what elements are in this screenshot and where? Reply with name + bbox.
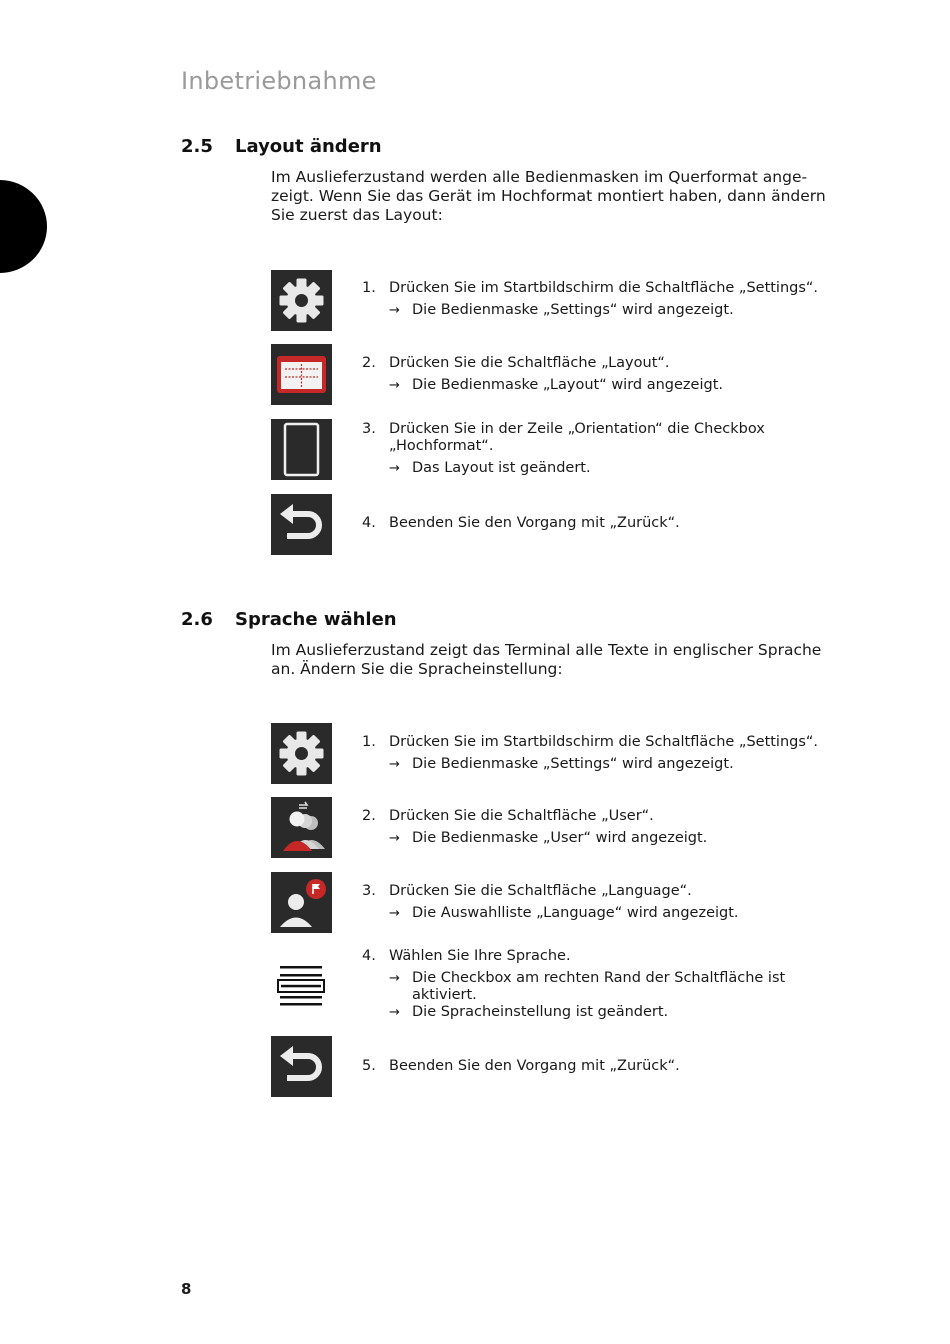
step-number: 4. [362,948,376,964]
step-result: Die Checkbox am rechten Rand der Schaltfläche ist [412,970,786,986]
intro-line: zeigt. Wenn Sie das Gerät im Hochformat montiert haben, dann ändern [271,187,826,205]
intro-line: Sie zuerst das Layout: [271,206,443,224]
section-intro [271,641,861,679]
step-item [362,948,832,1021]
result-arrow: → [389,831,400,846]
step-result: Das Layout ist geändert. [412,460,591,476]
back-icon [271,494,332,555]
intro-line: an. Ändern Sie die Spracheinstellung: [271,660,563,678]
list-icon [271,956,332,1017]
step-text: Drücken Sie die Schaltfläche „Language“. [389,883,692,899]
step-number: 3. [362,883,376,899]
running-header: Inbetriebnahme [181,67,377,95]
section-intro [271,168,861,225]
step-result: aktiviert. [412,987,477,1003]
section-heading-2-5 [181,136,382,157]
section-number: 2.6 [181,609,213,630]
step-text: Beenden Sie den Vorgang mit „Zurück“. [389,1058,680,1074]
result-arrow: → [389,906,400,921]
step-text: Beenden Sie den Vorgang mit „Zurück“. [389,515,680,531]
gear-icon [271,270,332,331]
step-number: 2. [362,355,376,371]
back-icon [271,1036,332,1097]
step-item [362,355,832,394]
portrait-icon [271,419,332,480]
step-number: 1. [362,280,376,296]
section-number: 2.5 [181,136,213,157]
step-result: Die Spracheinstellung ist geändert. [412,1004,669,1020]
step-item [362,808,832,847]
result-arrow: → [389,1005,400,1020]
step-text: Drücken Sie die Schaltfläche „User“. [389,808,654,824]
section-title: Layout ändern [235,136,382,157]
step-item [362,734,832,773]
result-arrow: → [389,303,400,318]
step-number: 2. [362,808,376,824]
step-result: Die Bedienmaske „User“ wird angezeigt. [412,830,708,846]
step-item [362,515,832,532]
step-result: Die Bedienmaske „Settings“ wird angezeigt. [412,756,734,772]
layout-icon [271,344,332,405]
step-result: Die Bedienmaske „Layout“ wird angezeigt. [412,377,723,393]
result-arrow: → [389,378,400,393]
result-arrow: → [389,461,400,476]
step-item [362,883,832,922]
step-number: 5. [362,1058,376,1074]
section-heading-2-6 [181,609,397,630]
result-arrow: → [389,971,400,986]
section-title: Sprache wählen [235,609,397,630]
language-icon [271,872,332,933]
step-text: Drücken Sie im Startbildschirm die Schaltfläche „Settings“. [389,734,819,750]
intro-line: Im Auslieferzustand zeigt das Terminal alle Texte in englischer Sprache [271,641,822,659]
user-icon [271,797,332,858]
step-number: 3. [362,421,376,437]
step-text: Wählen Sie Ihre Sprache. [389,948,571,964]
step-text: Drücken Sie im Startbildschirm die Schaltfläche „Settings“. [389,280,819,296]
page-number: 8 [181,1280,192,1298]
step-number: 1. [362,734,376,750]
step-result: Die Bedienmaske „Settings“ wird angezeigt. [412,302,734,318]
step-item [362,280,832,319]
step-text: Drücken Sie in der Zeile „Orientation“ die Checkbox [389,421,765,437]
step-text: Drücken Sie die Schaltfläche „Layout“. [389,355,670,371]
step-text: „Hochformat“. [389,438,494,454]
step-number: 4. [362,515,376,531]
result-arrow: → [389,757,400,772]
intro-line: Im Auslieferzustand werden alle Bedienmasken im Querformat ange- [271,168,808,186]
gear-icon [271,723,332,784]
step-result: Die Auswahlliste „Language“ wird angezeigt. [412,905,739,921]
chapter-tab-marker [0,180,47,273]
step-item [362,421,832,477]
step-item [362,1058,832,1075]
